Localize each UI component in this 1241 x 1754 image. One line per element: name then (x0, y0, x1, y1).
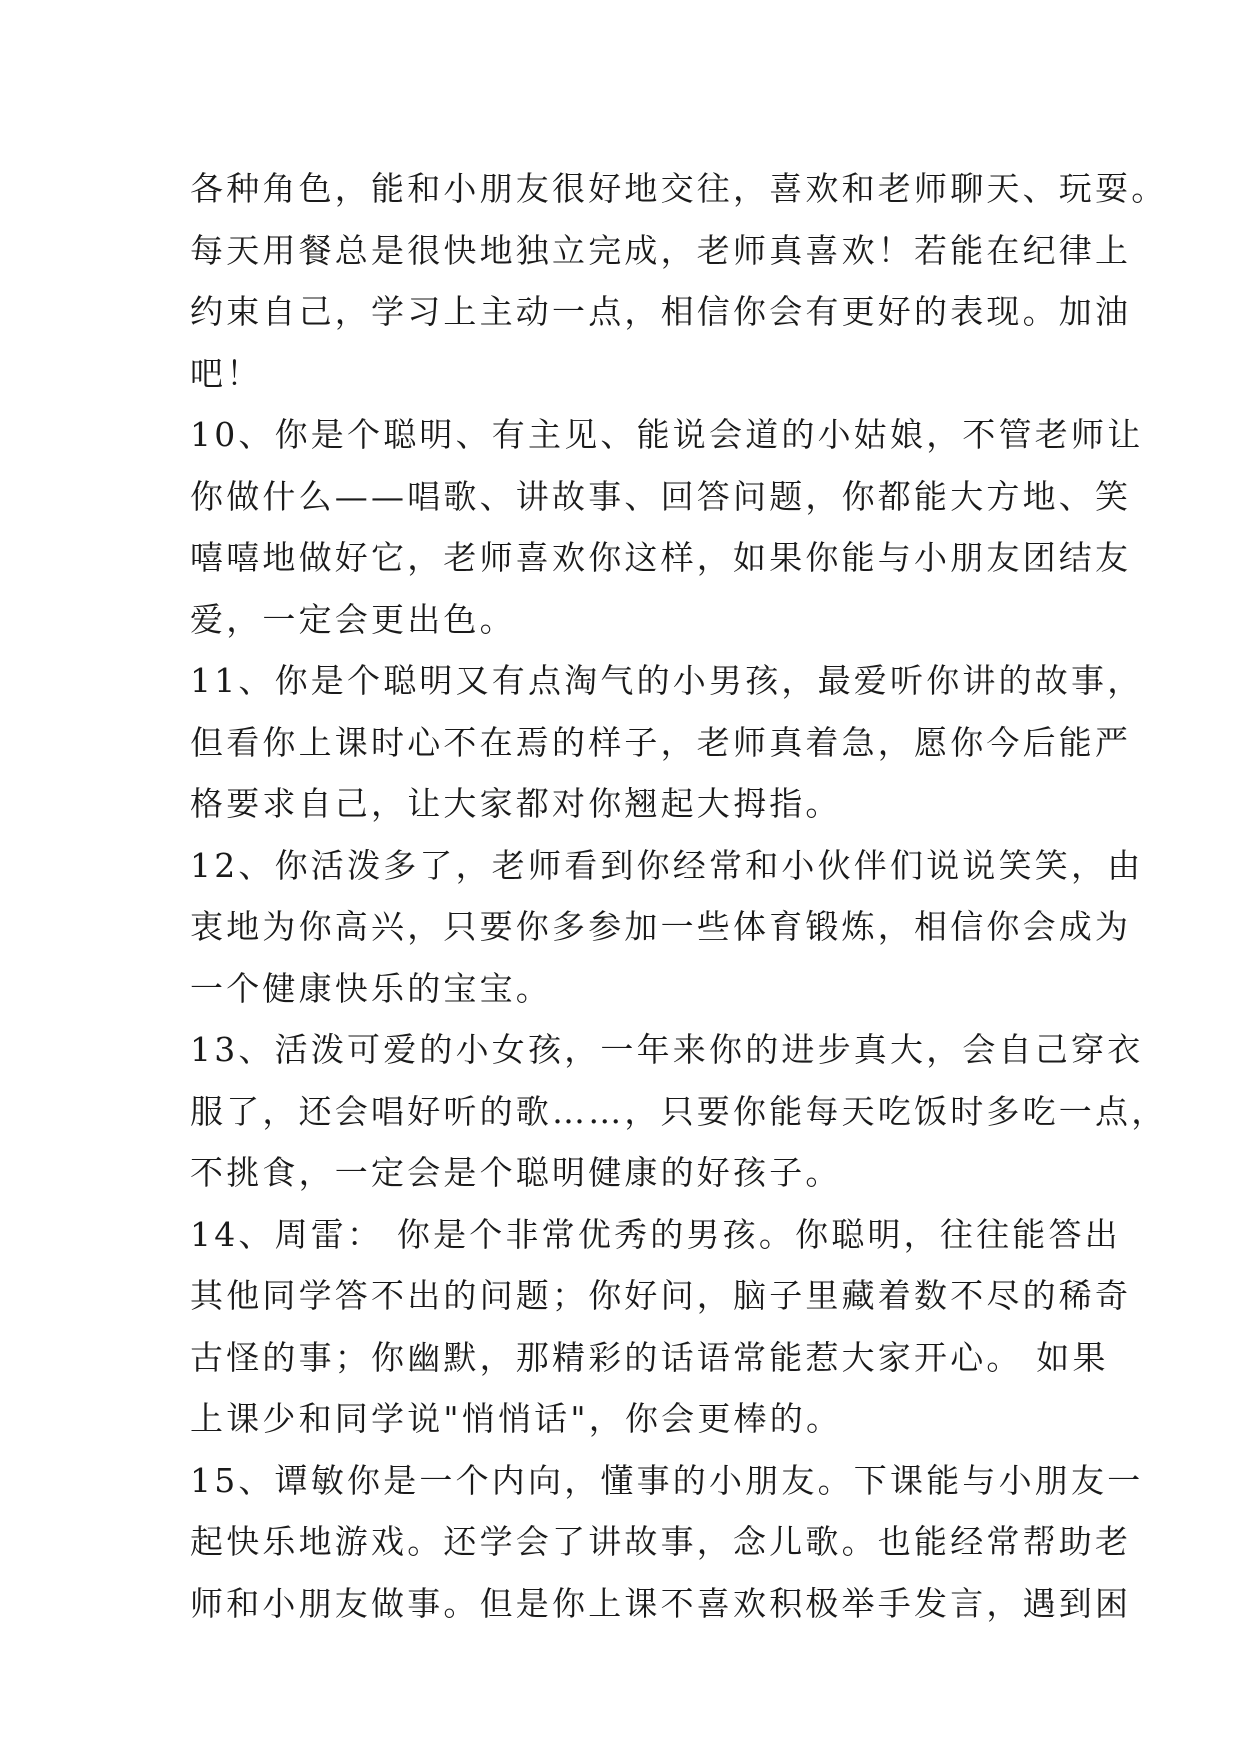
text-line: 其他同学答不出的问题；你好问，脑子里藏着数不尽的稀奇 (190, 1276, 1132, 1315)
text-line: 14、周雷： 你是个非常优秀的男孩。你聪明，往往能答出 (190, 1214, 1121, 1254)
text-line: 约束自己，学习上主动一点，相信你会有更好的表现。加油 (190, 292, 1132, 331)
text-line: 13、活泼可爱的小女孩，一年来你的进步真大，会自己穿衣 (190, 1030, 1144, 1069)
text-line: 起快乐地游戏。还学会了讲故事，念儿歌。也能经常帮助老 (190, 1522, 1132, 1561)
text-line: 格要求自己，让大家都对你翘起大拇指。 (190, 784, 842, 823)
text-line: 每天用餐总是很快地独立完成，老师真喜欢！若能在纪律上 (190, 230, 1132, 270)
text-line: 你做什么——唱歌、讲故事、回答问题，你都能大方地、笑 (190, 476, 1132, 516)
text-line: 一个健康快乐的宝宝。 (190, 968, 552, 1008)
text-line: 嘻嘻地做好它，老师喜欢你这样，如果你能与小朋友团结友 (190, 538, 1132, 577)
document-body (190, 158, 1168, 1634)
text-line: 上课少和同学说"悄悄话"，你会更棒的。 (190, 1399, 843, 1438)
text-line: 爱，一定会更出色。 (190, 599, 516, 639)
text-line: 10、你是个聪明、有主见、能说会道的小姑娘，不管老师让 (190, 415, 1144, 454)
text-line: 吧！ (190, 353, 263, 393)
text-line: 古怪的事；你幽默，那精彩的话语常能惹大家开心。 如果 (190, 1337, 1109, 1377)
text-line: 11、你是个聪明又有点淘气的小男孩，最爱听你讲的故事， (190, 661, 1144, 700)
text-line: 衷地为你高兴，只要你多参加一些体育锻炼，相信你会成为 (190, 907, 1132, 946)
text-line: 12、你活泼多了，老师看到你经常和小伙伴们说说笑笑，由 (190, 845, 1144, 885)
text-line: 师和小朋友做事。但是你上课不喜欢积极举手发言，遇到困 (190, 1583, 1132, 1623)
text-line: 不挑食，一定会是个聪明健康的好孩子。 (190, 1153, 842, 1192)
text-line: 服了，还会唱好听的歌……，只要你能每天吃饭时多吃一点， (190, 1091, 1168, 1131)
text-line: 15、谭敏你是一个内向，懂事的小朋友。下课能与小朋友一 (190, 1460, 1144, 1500)
text-line: 各种角色，能和小朋友很好地交往，喜欢和老师聊天、玩耍。 (190, 169, 1168, 208)
text-line: 但看你上课时心不在焉的样子，老师真着急，愿你今后能严 (190, 722, 1132, 762)
